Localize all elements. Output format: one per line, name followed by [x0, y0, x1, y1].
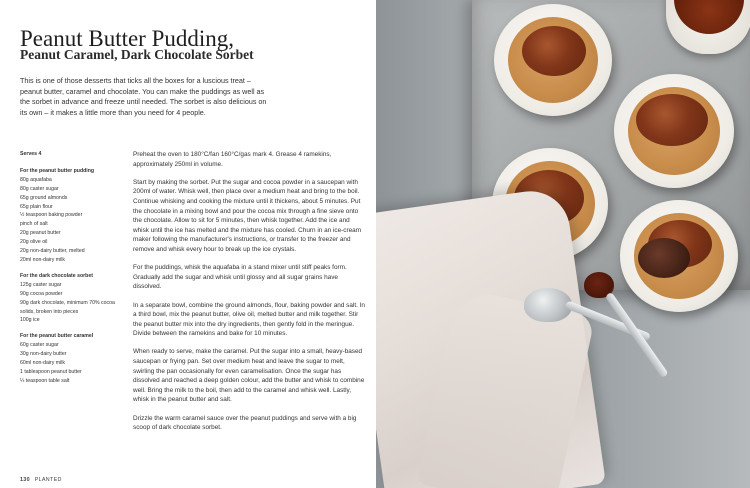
ingredient-item: 20g peanut butter: [20, 230, 61, 237]
page-number: 130: [20, 477, 30, 483]
ingredient-item: ¼ teaspoon table salt: [20, 377, 70, 384]
pudding-ramekin: [620, 200, 738, 312]
ingredient-item: 20ml non-dairy milk: [20, 256, 65, 263]
method-step: Start by making the sorbet. Put the sugar and cocoa powder in a saucepan with 200ml of water. Whisk well, then place over a medium heat and bring to the boil. Continue whisking and cooking the mixture until it thickens, about 5 minutes. Put the chocolate in a mixing bowl and pour the cocoa mix through a fine sieve onto the chocolate. Allow to sit for 5 minutes, then whisk together. Add the ice and whisk until the ice has melted and the mixture has cooled. Churn in an ice-cream maker following the manufacturer's instructions, or transfer to the freezer and remove and whisk every hour to break up the ice crystals.: [133, 178, 362, 253]
method-step: When ready to serve, make the caramel. Put the sugar into a small, heavy-based saucepan or frying pan. Set over medium heat and leave the sugar to melt, swirling the pan occasionally for even caramelisation. Once the sugar has dissolved and reached a deep golden colour, add the butter and whisk to combine well. Bring the milk to the boil, then add to the caramel and whisk well. Lastly, whisk in the peanut butter and salt.: [133, 348, 365, 404]
recipe-intro: This is one of those desserts that ticks all the boxes for a luscious treat – peanut butter, caramel and chocolate. You can make the puddings as well as the sorbet in advance and freeze until needed. The sorbet is also delicious on its own – it makes a little more than you need for 4 people.: [20, 76, 267, 117]
ingredient-item: 1 tablespoon peanut butter: [20, 368, 82, 375]
ingredient-group-title: For the dark chocolate sorbet: [20, 272, 93, 279]
serves-label: Serves 4: [20, 151, 42, 157]
recipe-subtitle: Peanut Caramel, Dark Chocolate Sorbet: [20, 47, 254, 62]
pudding-ramekin: [494, 4, 612, 116]
book-title: PLANTED: [34, 477, 62, 483]
ingredient-item: 30g non-dairy butter: [20, 351, 67, 358]
ingredient-item: 65g ground almonds: [20, 194, 68, 201]
ingredient-item: 80g caster sugar: [20, 185, 59, 192]
pudding-ramekin: [614, 74, 734, 188]
caramel-topping: [636, 94, 708, 146]
ingredient-item: 20g olive oil: [20, 239, 48, 246]
ingredients-column: [20, 150, 126, 386]
ingredient-item: 65g plain flour: [20, 203, 53, 210]
method-step: For the puddings, whisk the aquafaba in a stand mixer until stiff peaks form. Gradually add the sugar and whisk until glossy and all sugar grains have dissolved.: [133, 264, 347, 291]
ingredient-item: 90g cocoa powder: [20, 290, 63, 297]
ingredient-item: 60ml non-dairy milk: [20, 360, 65, 367]
ingredient-item: 100g ice: [20, 317, 40, 324]
caramel-jug-contents: [674, 0, 744, 34]
recipe-photo: [376, 0, 750, 488]
ingredient-item: 125g caster sugar: [20, 281, 62, 288]
method-step: Drizzle the warm caramel sauce over the peanut puddings and serve with a big scoop of dark chocolate sorbet.: [133, 414, 357, 432]
ingredient-item: ½ teaspoon baking powder: [20, 212, 83, 219]
recipe-title: Peanut Butter Pudding,: [20, 26, 235, 51]
ingredient-item: 60g caster sugar: [20, 342, 59, 349]
caramel-topping: [522, 26, 586, 76]
ingredient-group-caramel: [20, 332, 126, 385]
ingredient-item: pinch of salt: [20, 221, 48, 228]
ingredient-group-sorbet: [20, 272, 126, 325]
ingredient-item: 90g dark chocolate, minimum 70% cocoa solids, broken into pieces: [20, 299, 115, 315]
ingredient-item: 20g non-dairy butter, melted: [20, 248, 85, 255]
ingredient-group-title: For the peanut butter pudding: [20, 167, 95, 174]
chocolate-sorbet-scoop: [638, 238, 690, 278]
method-step: In a separate bowl, combine the ground almonds, flour, baking powder and salt. In a third bowl, mix the peanut butter, olive oil, melted butter and milk together. Stir the peanut butter mix into the dry ingredients, then gently fold in the meringue. Divide between the ramekins and bake for 10 minutes.: [133, 301, 365, 338]
ingredient-group-pudding: [20, 167, 126, 265]
method-step: Preheat the oven to 180°C/fan 160°C/gas mark 4. Grease 4 ramekins, approximately 250ml in volume.: [133, 151, 332, 168]
page-footer: [20, 477, 62, 483]
ingredient-group-title: For the peanut butter caramel: [20, 333, 94, 340]
method-column: [133, 150, 365, 441]
ingredient-item: 80g aquafaba: [20, 176, 52, 183]
